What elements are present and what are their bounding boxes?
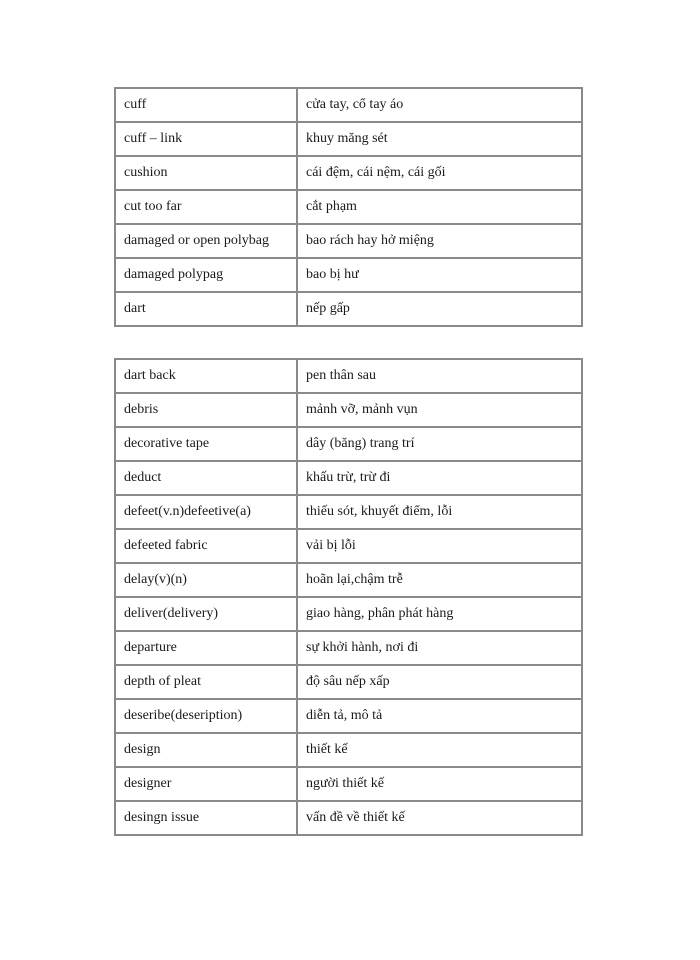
term-cell: deliver(delivery) [115,597,297,631]
table-row [115,665,582,699]
meaning-cell: thiếu sót, khuyết điểm, lỗi [297,495,582,529]
table-row [115,156,582,190]
table-row [115,190,582,224]
term-cell: decorative tape [115,427,297,461]
term-cell: deduct [115,461,297,495]
table-row [115,461,582,495]
glossary-table-1 [114,87,583,327]
meaning-cell: pen thân sau [297,359,582,393]
meaning-cell: hoãn lại,chậm trễ [297,563,582,597]
table-row [115,529,582,563]
meaning-cell: giao hàng, phân phát hàng [297,597,582,631]
term-cell: delay(v)(n) [115,563,297,597]
meaning-cell: vải bị lỗi [297,529,582,563]
meaning-cell: diễn tả, mô tả [297,699,582,733]
table-row [115,631,582,665]
table-row [115,733,582,767]
term-cell: desingn issue [115,801,297,835]
term-cell: debris [115,393,297,427]
term-cell: depth of pleat [115,665,297,699]
term-cell: dart back [115,359,297,393]
meaning-cell: khuy măng sét [297,122,582,156]
meaning-cell: bao rách hay hở miệng [297,224,582,258]
meaning-cell: cái đệm, cái nệm, cái gối [297,156,582,190]
table-row [115,258,582,292]
term-cell: departure [115,631,297,665]
table-row [115,427,582,461]
term-cell: defeeted fabric [115,529,297,563]
table-row [115,393,582,427]
glossary-table-2 [114,358,583,836]
term-cell: dart [115,292,297,326]
meaning-cell: cửa tay, cổ tay áo [297,88,582,122]
table-row [115,359,582,393]
term-cell: cut too far [115,190,297,224]
term-cell: cushion [115,156,297,190]
meaning-cell: nếp gấp [297,292,582,326]
meaning-cell: vấn đề về thiết kế [297,801,582,835]
table-row [115,495,582,529]
table-row [115,292,582,326]
table-row [115,122,582,156]
term-cell: damaged polypag [115,258,297,292]
table-row [115,563,582,597]
table-row [115,801,582,835]
meaning-cell: mảnh vỡ, mảnh vụn [297,393,582,427]
table-row [115,699,582,733]
table-row [115,88,582,122]
meaning-cell: cắt phạm [297,190,582,224]
table-row [115,224,582,258]
term-cell: designer [115,767,297,801]
term-cell: deseribe(deseription) [115,699,297,733]
term-cell: damaged or open polybag [115,224,297,258]
table-row [115,767,582,801]
meaning-cell: dây (băng) trang trí [297,427,582,461]
meaning-cell: người thiết kế [297,767,582,801]
term-cell: defeet(v.n)defeetive(a) [115,495,297,529]
meaning-cell: sự khởi hành, nơi đi [297,631,582,665]
table-row [115,597,582,631]
term-cell: cuff – link [115,122,297,156]
term-cell: design [115,733,297,767]
meaning-cell: khấu trừ, trừ đi [297,461,582,495]
meaning-cell: bao bị hư [297,258,582,292]
meaning-cell: độ sâu nếp xấp [297,665,582,699]
term-cell: cuff [115,88,297,122]
meaning-cell: thiết kế [297,733,582,767]
